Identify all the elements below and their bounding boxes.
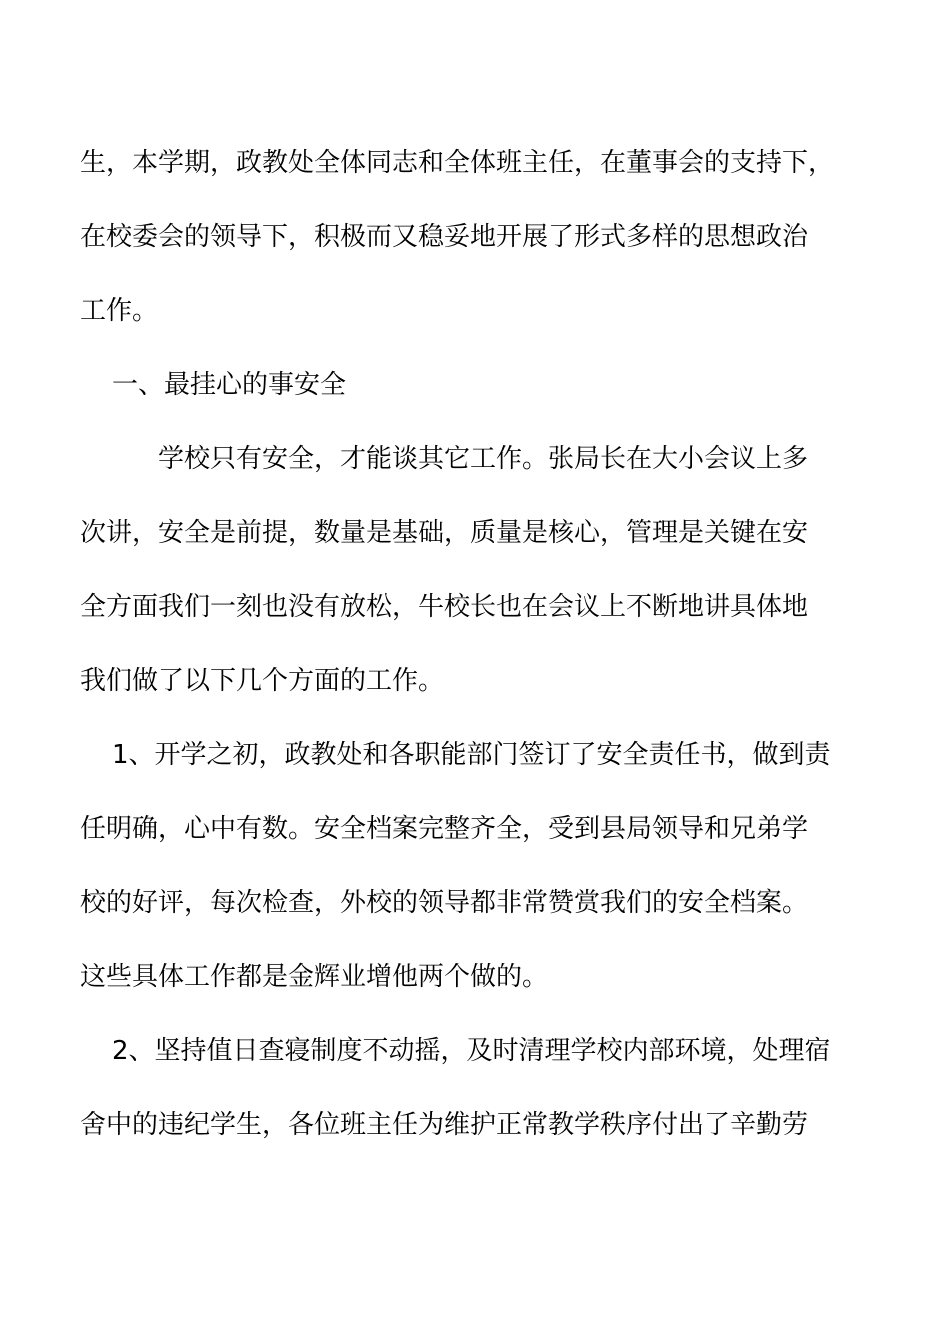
list-item-line: 2、坚持值日查寝制度不动摇，及时清理学校内部环境，处理宿 <box>112 1036 831 1066</box>
paragraph-line: 这些具体工作都是金辉业增他两个做的。 <box>80 962 549 992</box>
list-item-line: 1、开学之初，政教处和各职能部门签订了安全责任书，做到责 <box>112 740 831 770</box>
paragraph-line: 任明确，心中有数。安全档案完整齐全，受到县局领导和兄弟学 <box>80 814 809 844</box>
paragraph-line: 次讲，安全是前提，数量是基础，质量是核心，管理是关键在安 <box>80 518 809 548</box>
section-heading: 一、最挂心的事安全 <box>112 370 347 400</box>
paragraph-line: 在校委会的领导下，积极而又稳妥地开展了形式多样的思想政治 <box>80 222 809 252</box>
paragraph-line: 我们做了以下几个方面的工作。 <box>80 666 445 696</box>
paragraph-line: 全方面我们一刻也没有放松，牛校长也在会议上不断地讲具体地 <box>80 592 809 622</box>
paragraph-line: 舍中的违纪学生，各位班主任为维护正常教学秩序付出了辛勤劳 <box>80 1110 809 1140</box>
paragraph-line: 工作。 <box>80 296 159 326</box>
paragraph-line: 生，本学期，政教处全体同志和全体班主任，在董事会的支持下， <box>80 148 835 178</box>
paragraph-line: 学校只有安全，才能谈其它工作。张局长在大小会议上多 <box>158 444 809 474</box>
paragraph-line: 校的好评，每次检查，外校的领导都非常赞赏我们的安全档案。 <box>80 888 809 918</box>
